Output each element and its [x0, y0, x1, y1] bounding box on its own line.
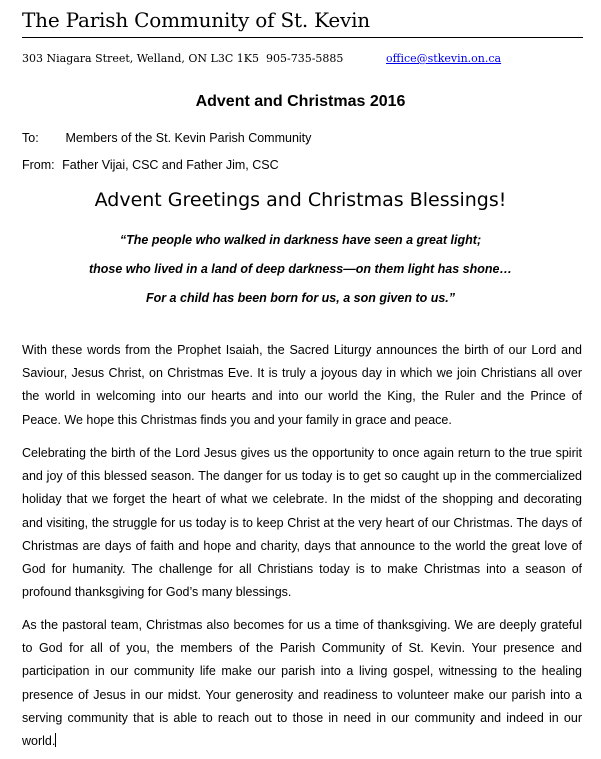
greeting-heading: Advent Greetings and Christmas Blessings!: [94, 189, 507, 211]
parish-email-link[interactable]: office@stkevin.on.ca: [386, 52, 502, 65]
document-title: Advent and Christmas 2016: [195, 93, 406, 110]
parish-address: 303 Niagara Street, Welland, ON L3C 1K5: [22, 52, 259, 65]
scripture-quote-line: “The people who walked in darkness have seen a great light;: [119, 233, 482, 247]
memo-from-value: Father Vijai, CSC and Father Jim, CSC: [62, 158, 279, 172]
parish-name-heading: The Parish Community of St. Kevin: [22, 8, 370, 32]
body-paragraph-text: As the pastoral team, Christmas also becomes for us a time of thanksgiving. We are deeply grateful to God for all of you, the members of the Parish Community of St. Kevin. Your presence and participation in our community life make our parish into a living gospel, witnessing to the healing presence of Jesus in our midst. Your generosity and readiness to volunteer make our parish into a serving community that is able to reach out to those in need in our community and indeed in our world.: [22, 618, 582, 749]
letterhead-divider: [22, 37, 583, 38]
memo-from-label: From:: [22, 158, 55, 172]
scripture-quote-line: those who lived in a land of deep darkness—on them light has shone…: [89, 262, 512, 276]
text-cursor: [55, 733, 56, 747]
memo-to-value: Members of the St. Kevin Parish Community: [65, 131, 312, 145]
memo-to-label: To:: [22, 131, 39, 145]
body-paragraph-last[interactable]: [22, 614, 582, 753]
scripture-quote-line: For a child has been born for us, a son given to us.”: [145, 291, 456, 305]
parish-phone: 905-735-5885: [266, 52, 344, 65]
body-paragraph: With these words from the Prophet Isaiah, the Sacred Liturgy announces the birth of our Lord and Saviour, Jesus Christ, on Christmas Eve. It is truly a joyous day in which we join Christians all over the world in welcoming into our hearts and into our world the King, the Ruler and the Prince of Peace. We hope this Christmas finds you and your family in grace and peace.: [22, 343, 582, 427]
body-paragraph: Celebrating the birth of the Lord Jesus gives us the opportunity to once again return to the true spirit and joy of this blessed season. The danger for us today is to get so caught up in the commercialized holiday that we forget the heart of what we celebrate. In the midst of the shopping and decorating and visiting, the struggle for us today is to keep Christ at the very heart of our Christmas. The days of Christmas are days of faith and hope and charity, days that announce to the world the great love of God for humanity. The challenge for all Christians today is to make Christmas into a season of profound thanksgiving for God’s many blessings.: [22, 446, 582, 600]
memo-to-line: [22, 130, 311, 146]
memo-from-line: [22, 157, 279, 173]
